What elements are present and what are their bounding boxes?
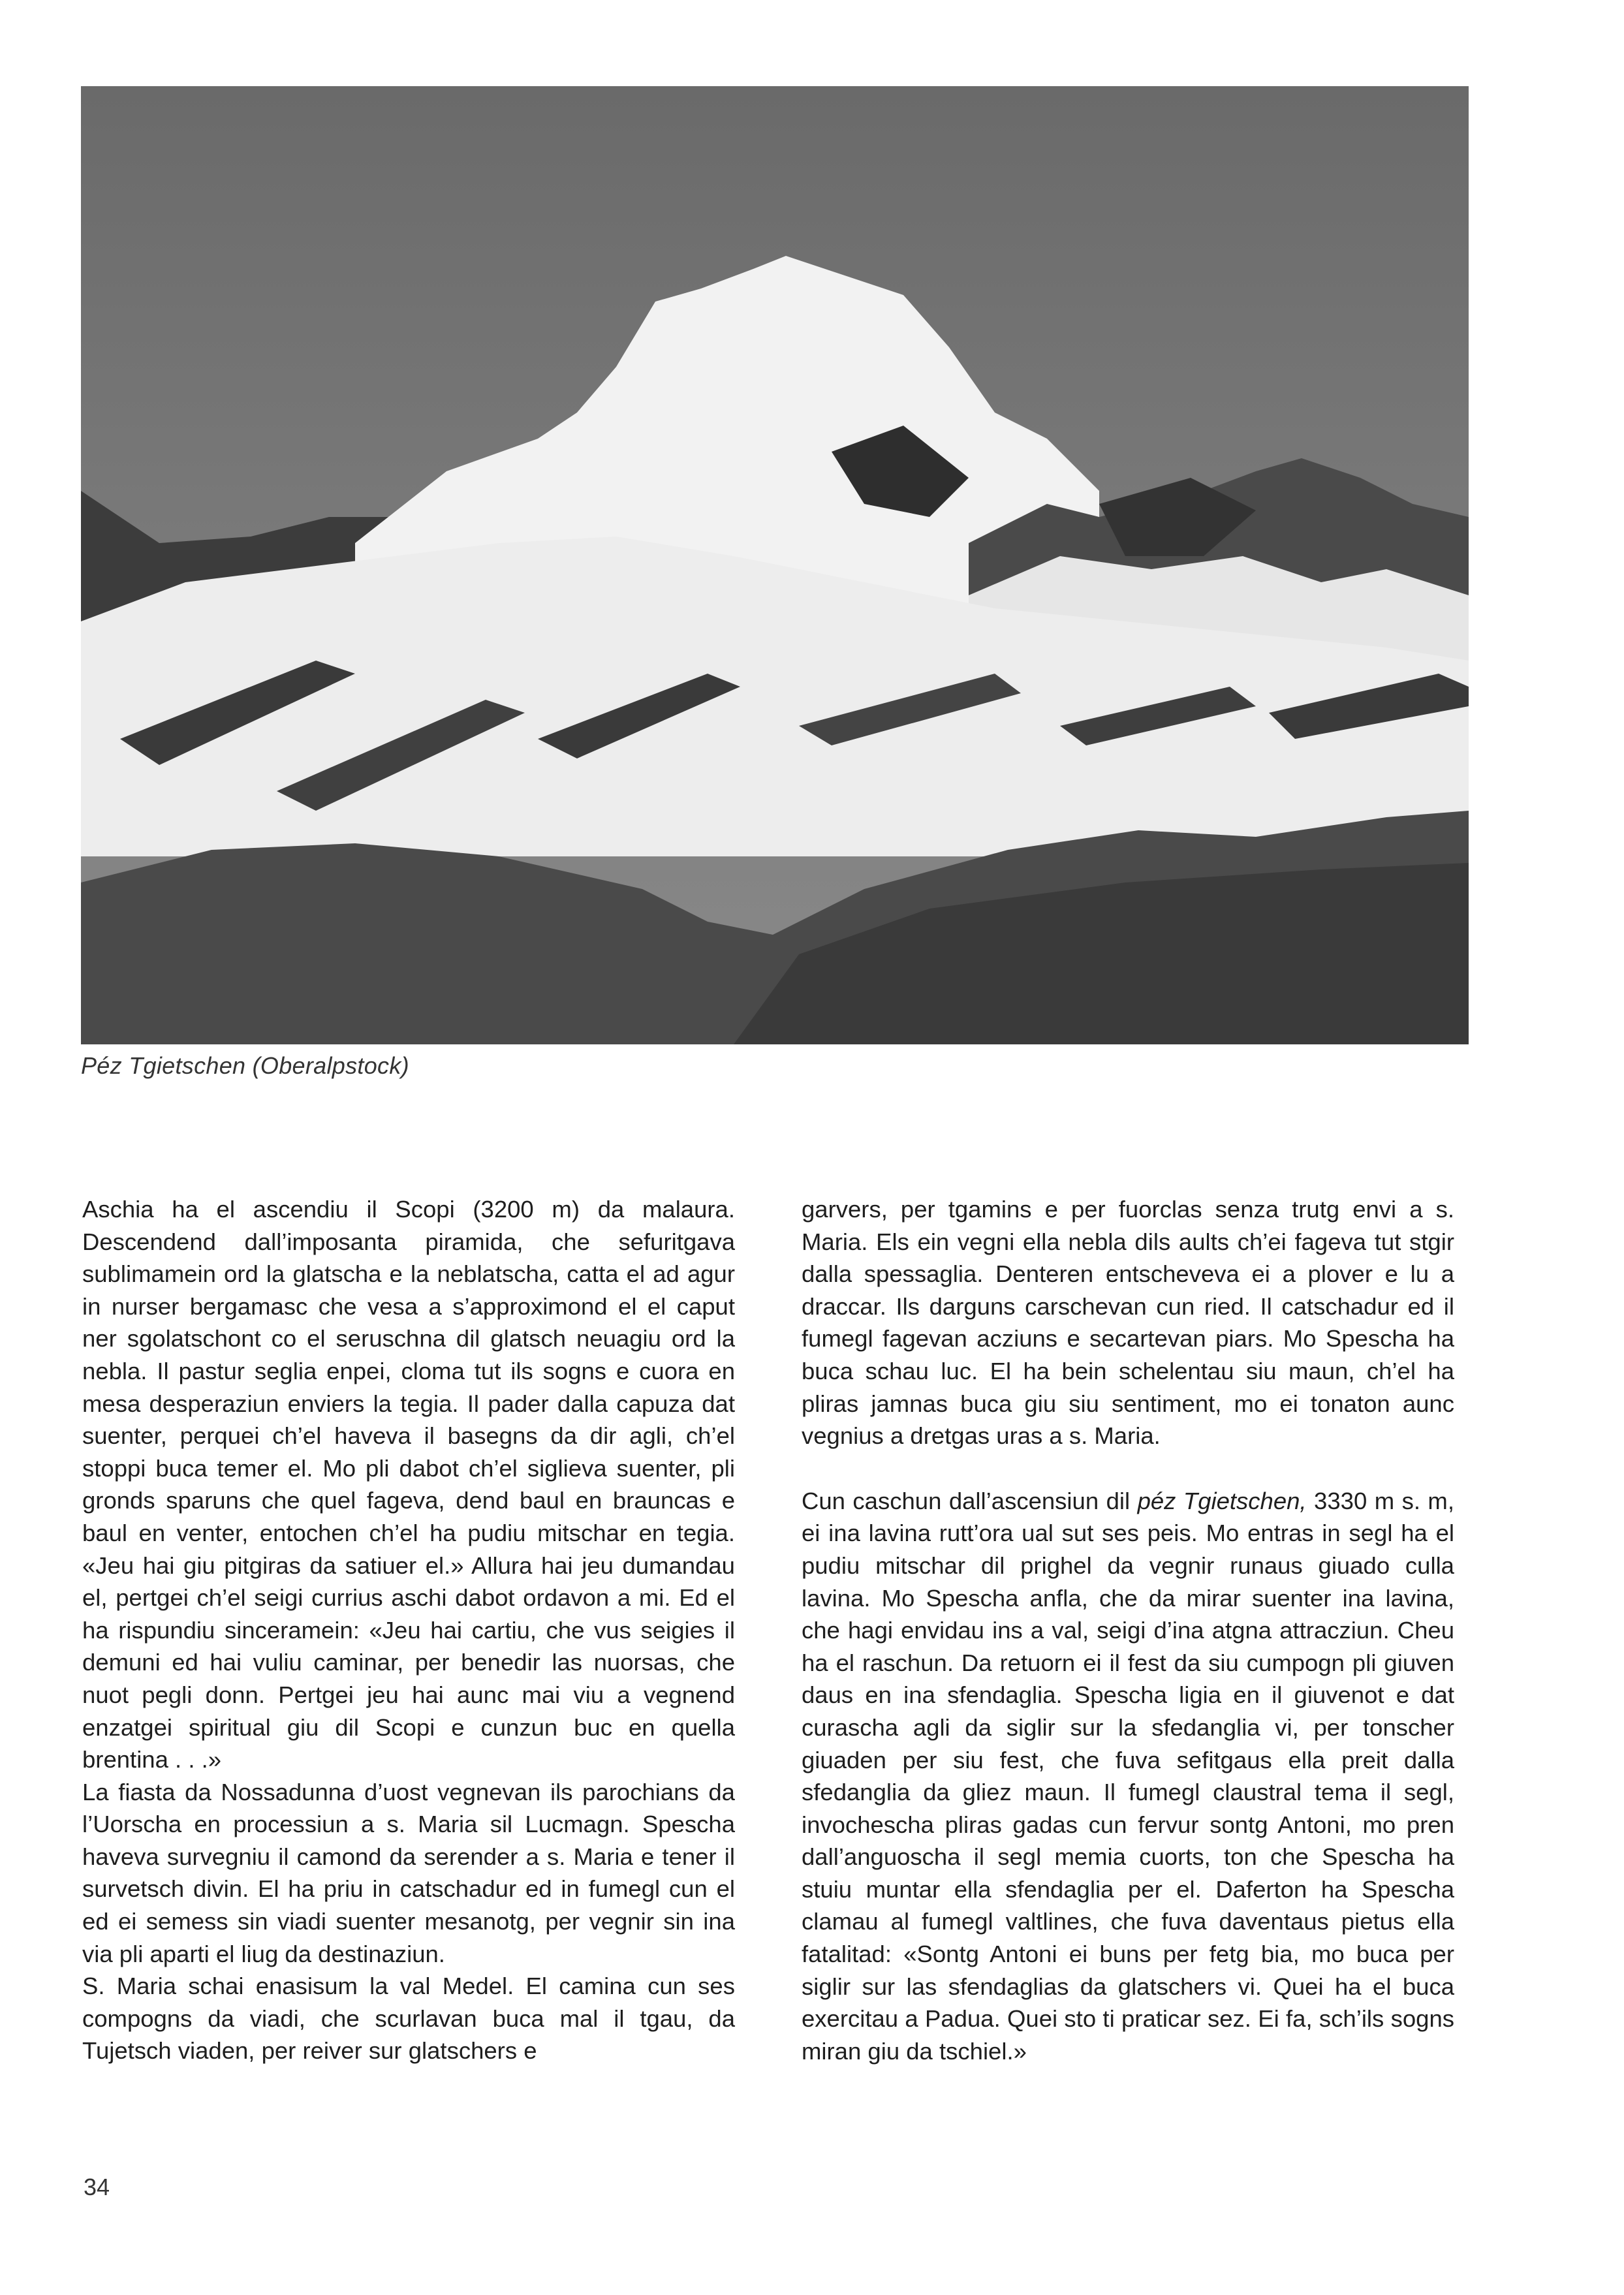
paragraph: S. Maria schai enasisum la val Medel. El camina cun ses compogns da viadi, che scurlavan buca mal il tgau, da Tujetsch viaden, per reiver sur glatschers e xyxy=(82,1973,735,2065)
paragraph xyxy=(802,1485,1454,2068)
paragraph: garvers, per tgamins e per fuorclas senza trutg envi a s. Maria. Els ein vegni ella nebla dils aults ch’ei fageva tut stgir dalla spessaglia. Denteren entscheveva ei a plover e lu a draccar. Ils darguns carschevan cun ried. Il catschadur ed il fumegl fagevan acziuns e secartevan piars. Mo Spescha ha buca schau luc. El ha bein schelentau siu maun, ch’el ha pliras jamnas buca giu siu sentiment, mo ei tonaton aunc vegnius a dretgas uras a s. Maria. xyxy=(802,1196,1454,1450)
left-column xyxy=(82,1193,735,2067)
photo-caption: Péz Tgietschen (Oberalpstock) xyxy=(81,1052,409,1079)
italic-place-name: péz Tgietschen, xyxy=(1137,1487,1307,1514)
page-number: 34 xyxy=(84,2174,110,2200)
paragraph: Aschia ha el ascendiu il Scopi (3200 m) da malaura. Descendend dall’imposanta piramida, che sefuritgava sublimamein ord la glatscha e la neblatscha, catta el ad agur in nurser bergamasc che vesa a s’approximond el el caput ner sgolatschont co el seruschna dil glatsch neuagiu ord la nebla. Il pastur seglia enpei, cloma tut ils sogns e cuora en mesa desperaziun enviers la tegia. Il pader dalla capuza dat suenter, perquei ch’el haveva il basegns da dir agli, ch’el stoppi buca temer el. Mo pli dabot ch’el siglieva suenter, pli gronds sparuns che quel fageva, dend baul en brauncas e baul en venter, entochen ch’el ha pudiu mitschar en tegia. «Jeu hai giu pitgiras da satiuer el.» Allura hai jeu dumandau el, pertgei ch’el seigi currius aschi dabot ordavon a mi. Ed el ha rispundiu sinceramein: «Jeu hai cartiu, che vus seigies il demuni ed hai vuliu caminar, per benedir las nuorsas, che nuot pegli donn. Pertgei jeu hai aunc mai viu a vegnend enzatgei spiritual giu dil Scopi e cunzun buc en quella brentina . . .» xyxy=(82,1196,735,1773)
mountain-photograph xyxy=(81,86,1469,1044)
paragraph-text: 3330 m s. m, ei ina lavina rutt’ora ual sut ses peis. Mo entras in segl ha el pudiu mitschar dil prighel da vegnir runaus giuado culla lavina. Mo Spescha anfla, che da mirar suenter ina lavina, che hagi envidau ins a val, seigi d’ina atgna attracziun. Cheu ha el raschun. Da retuorn ei il fest da siu cumpogn pli giuven daus en ina sfendaglia. Spescha ligia en il giuvenot e dat curascha agli da siglir sur la sfedanglia vi, per tonscher giuaden per siu fest, che fuva sefitgaus ella preit dalla sfedanglia da gliez maun. Il fumegl claustral tema il segl, invochescha pliras gadas cun fervur sontg Antoni, mo pren dall’anguoscha il segl memia cuorts, ton che Spescha ha stuiu muntar ella sfendaglia per el. Daferton ha Spescha clamau al fumegl valtlines, che fuva daventaus pietus ella fatalitad: «Sontg Antoni ei buns per fetg bia, mo buca per siglir sur las sfendaglias da glatschers vi. Quei ha el buca exercitau a Padua. Quei sto ti praticar sez. Ei fa, sch’ils sogns miran giu da tschiel.» xyxy=(802,1487,1454,2065)
paragraph: La fiasta da Nossadunna d’uost vegnevan ils parochians da l’Uorscha en processiun a s. Maria sil Lucmagn. Spescha haveva survegniu il camond da serender a s. Maria e tener il survetsch divin. El ha priu in catschadur ed in fumegl cun el ed ei semess sin viadi suenter mesanotg, per vegnir sin ina via pli aparti el liug da destinaziun. xyxy=(82,1778,735,1967)
mountain-illustration xyxy=(81,86,1469,1044)
paragraph-text: Cun caschun dall’ascensiun dil xyxy=(802,1487,1138,1514)
right-column xyxy=(802,1193,1454,2067)
